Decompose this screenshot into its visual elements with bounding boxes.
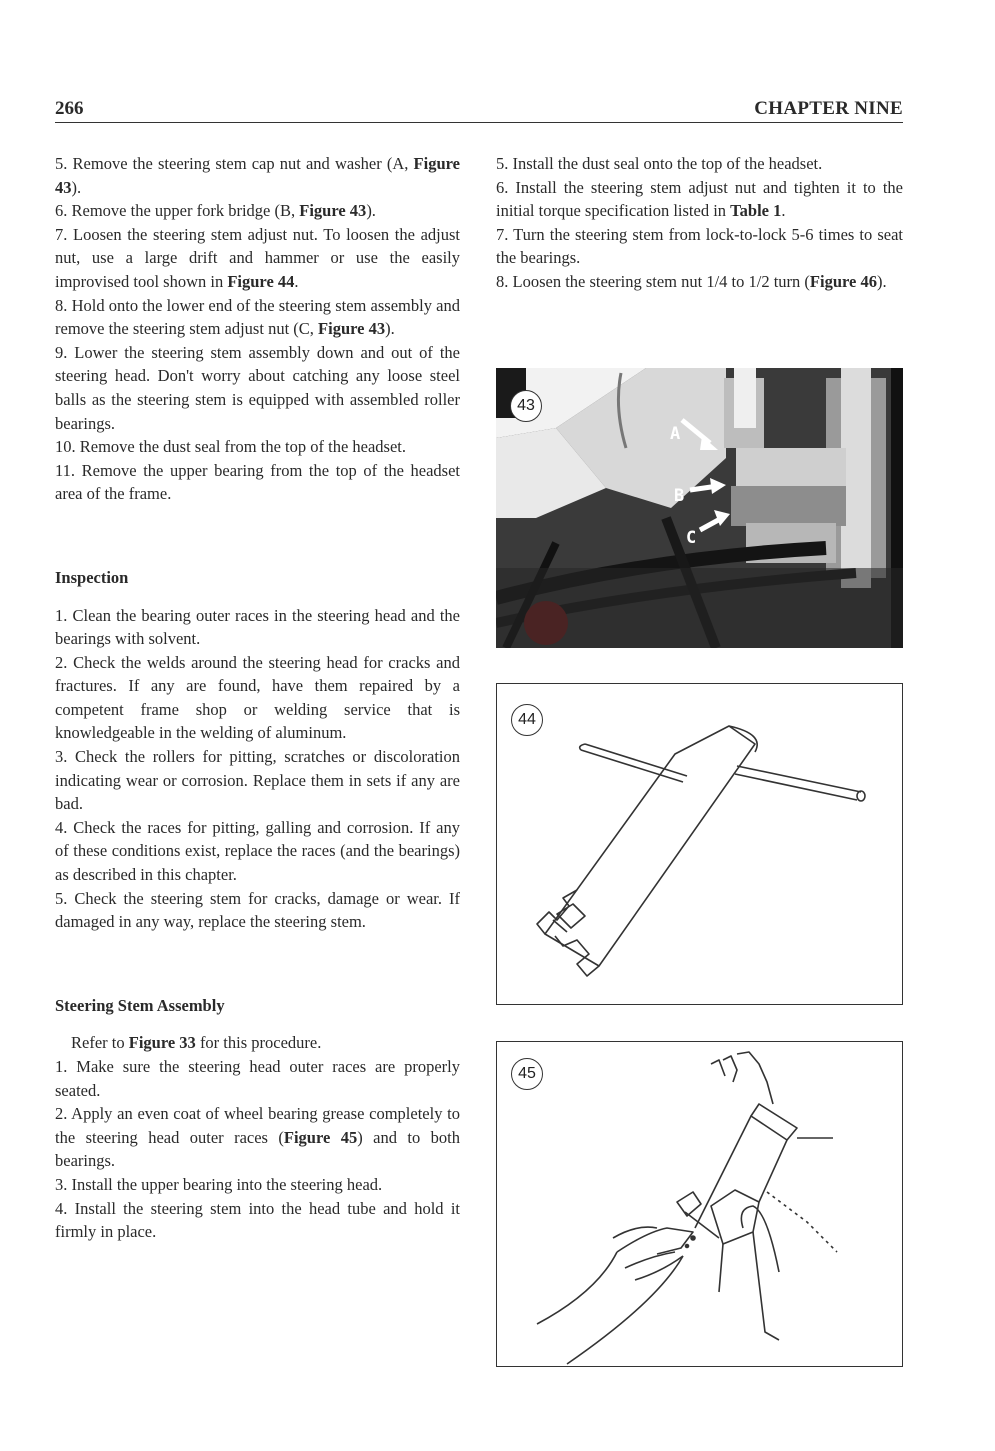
removal-step-7: 7. Loosen the steering stem adjust nut. To loosen the adjust nut, use a large drift and hammer or use the easily improvised tool shown in Figure 44.	[55, 224, 460, 291]
removal-step-5: 5. Remove the steering stem cap nut and washer (A, Figure 43).	[55, 154, 460, 197]
figure-number-badge: 45	[511, 1058, 543, 1090]
inspection-step-5: 5. Check the steering stem for cracks, damage or wear. If damaged in any way, replace the steering stem.	[55, 888, 460, 932]
page-number: 266	[55, 98, 84, 119]
figure-44-drawing	[496, 683, 903, 1005]
figure-ref: Figure 43	[55, 154, 460, 197]
assembly-step-4: 4. Install the steering stem into the head tube and hold it firmly in place.	[55, 1198, 460, 1242]
removal-step-6: 6. Remove the upper fork bridge (B, Figure 43).	[55, 201, 376, 221]
callout-label-c: C	[686, 528, 697, 548]
figure-ref: Figure 45	[283, 1127, 358, 1147]
removal-step-11: 11. Remove the upper bearing from the top of the headset area of the frame.	[55, 460, 460, 504]
figure-45-drawing	[496, 1041, 903, 1367]
inspection-step-1: 1. Clean the bearing outer races in the steering head and the bearings with solvent.	[55, 605, 460, 649]
inspection-heading: Inspection	[55, 567, 129, 587]
page-header	[55, 98, 903, 123]
steering-head-photo	[496, 368, 903, 648]
assembly-heading: Steering Stem Assembly	[55, 995, 225, 1015]
assembly-step-8: 8. Loosen the steering stem nut 1/4 to 1/2 turn (Figure 46).	[496, 271, 887, 291]
assembly-step-1: 1. Make sure the steering head outer races are properly seated.	[55, 1057, 460, 1100]
figure-number-badge: 44	[511, 704, 543, 736]
inspection-step-3: 3. Check the rollers for pitting, scratches or discoloration indicating wear or corrosion. Replace them in sets if any are bad.	[55, 747, 460, 814]
removal-step-9: 9. Lower the steering stem assembly down and out of the steering head. Don't worry about catching any loose steel balls as the steering stem is equipped with assembled roller bearings.	[55, 342, 460, 433]
figure-ref: Figure 44	[227, 271, 295, 291]
figure-ref: Figure 43	[318, 319, 386, 339]
callout-label-b: B	[674, 486, 685, 506]
figure-ref: Figure 43	[299, 201, 367, 221]
inspection-step-2: 2. Check the welds around the steering head for cracks and fractures. If any are found, have them repaired by a competent frame shop or welding service that is knowledgeable in the welding of aluminum.	[55, 652, 460, 743]
assembly-step-5: 5. Install the dust seal onto the top of the headset.	[496, 154, 823, 173]
assembly-intro: Refer to Figure 33 for this procedure.	[71, 1033, 322, 1053]
assembly-step-3: 3. Install the upper bearing into the steering head.	[55, 1174, 383, 1194]
right-column	[496, 152, 903, 294]
inspection-step-4: 4. Check the races for pitting, galling and corrosion. If any of these conditions exist, replace the races (and the bearings) as described in this chapter.	[55, 817, 460, 885]
figure-ref: Figure 46	[809, 271, 877, 291]
figure-number-badge: 43	[510, 390, 542, 422]
steering-head-grease-illustration	[497, 1042, 901, 1365]
left-column	[55, 152, 460, 1244]
assembly-step-2: 2. Apply an even coat of wheel bearing grease completely to the steering head outer races (Figure 45) and to both bearings.	[55, 1104, 460, 1171]
removal-step-10: 10. Remove the dust seal from the top of the headset.	[55, 437, 406, 457]
callout-label-a: A	[670, 424, 681, 444]
table-ref: Table 1	[730, 201, 782, 221]
figure-43-photo	[496, 368, 903, 648]
assembly-step-7: 7. Turn the steering stem from lock-to-lock 5-6 times to seat the bearings.	[496, 224, 903, 268]
removal-step-8: 8. Hold onto the lower end of the steering stem assembly and remove the steering stem adjust nut (C, Figure 43).	[55, 295, 460, 339]
assembly-step-6: 6. Install the steering stem adjust nut and tighten it to the initial torque specification listed in Table 1.	[496, 177, 903, 221]
spanner-tool-illustration	[497, 684, 901, 1003]
figure-ref: Figure 33	[128, 1033, 196, 1053]
chapter-title: CHAPTER NINE	[754, 98, 903, 119]
